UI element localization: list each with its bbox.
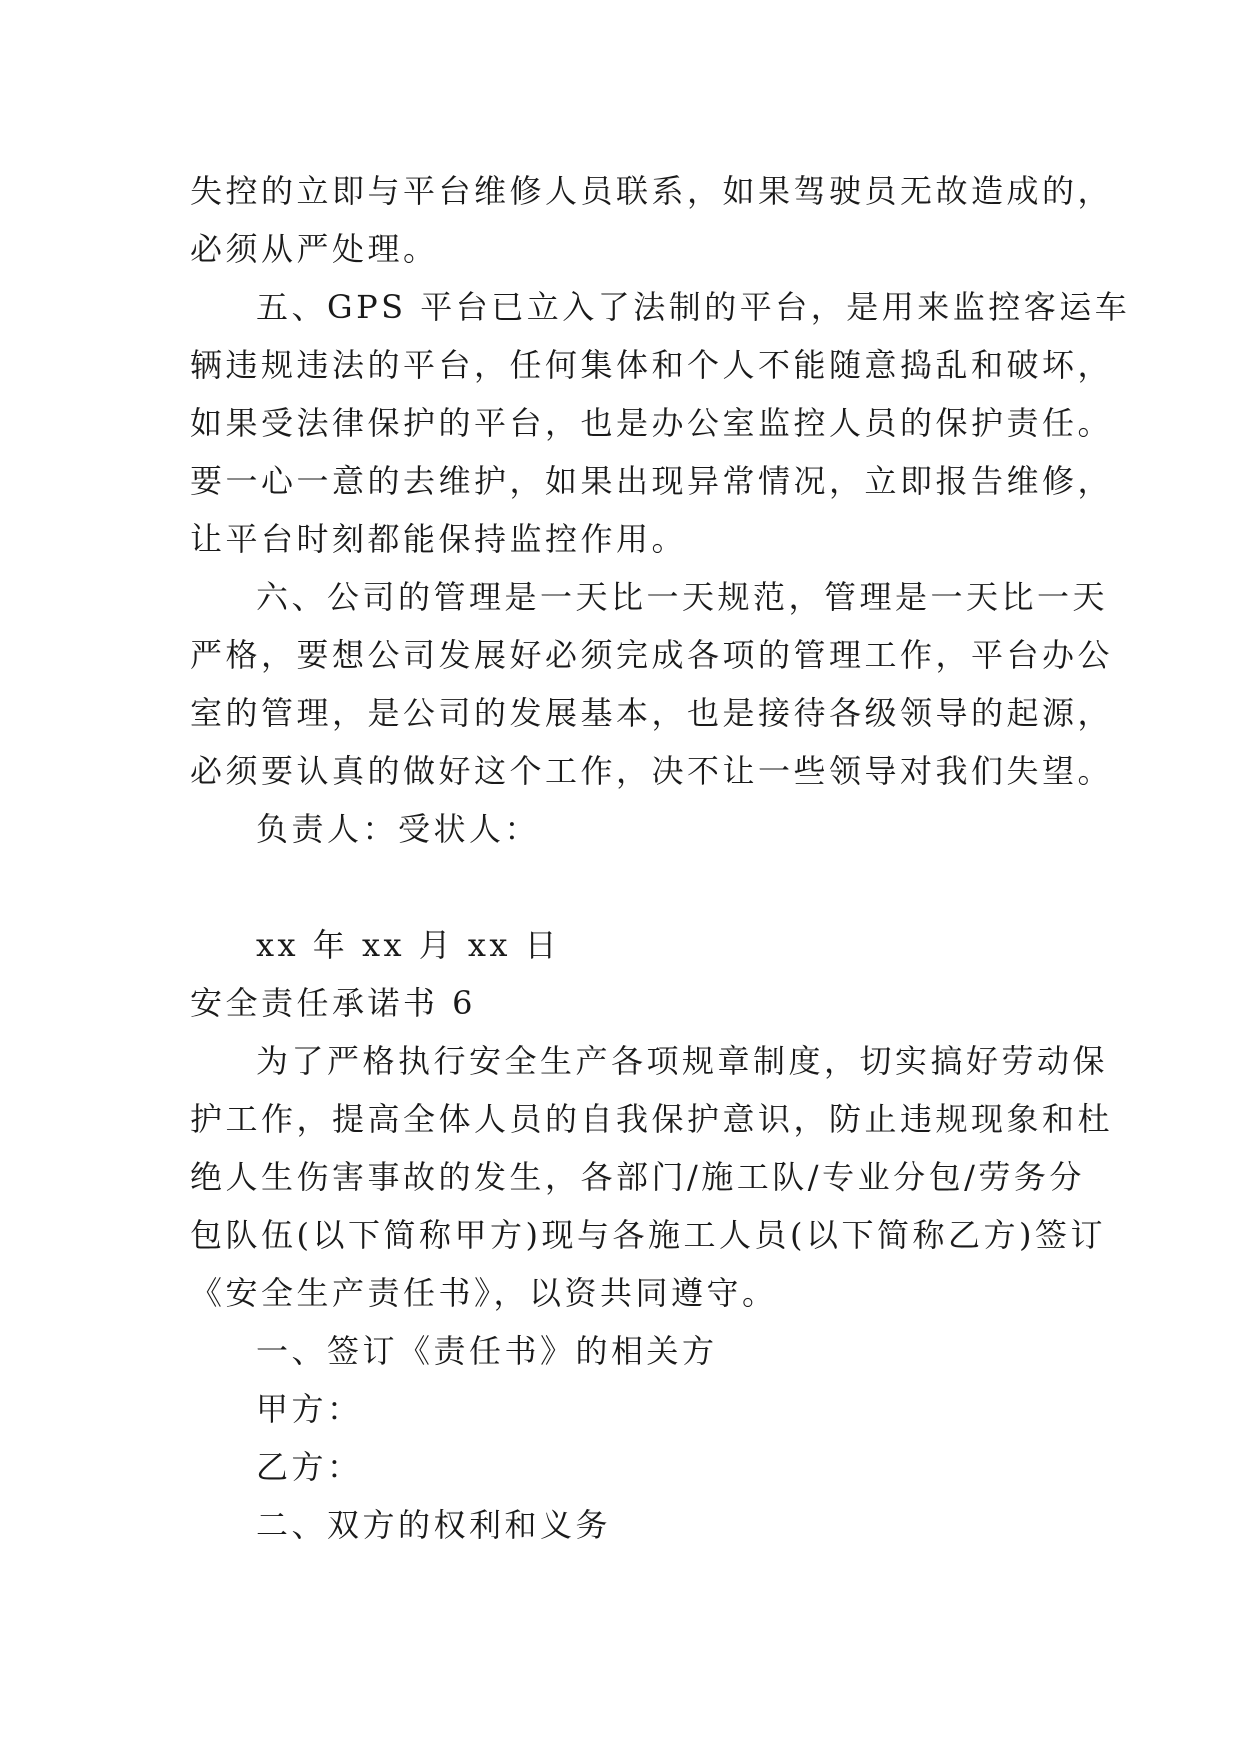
paragraph-line: 严格，要想公司发展好必须完成各项的管理工作，平台办公 — [190, 636, 1114, 674]
paragraph-line: 包队伍(以下简称甲方)现与各施工人员(以下简称乙方)签订 — [190, 1216, 1106, 1254]
document-body — [190, 162, 1131, 1554]
paragraph-line: 辆违规违法的平台，任何集体和个人不能随意捣乱和破坏， — [190, 346, 1114, 384]
section-title: 安全责任承诺书 6 — [190, 984, 477, 1022]
paragraph-line: 六、公司的管理是一天比一天规范，管理是一天比一天 — [256, 578, 1109, 616]
date-line: xx 年 xx 月 xx 日 — [256, 926, 561, 964]
party-a-label: 甲方： — [256, 1390, 363, 1428]
signature-label: 负责人：受状人： — [256, 810, 541, 848]
paragraph-line: 五、GPS 平台已立入了法制的平台，是用来监控客运车 — [256, 288, 1131, 326]
paragraph-line: 必须要认真的做好这个工作，决不让一些领导对我们失望。 — [190, 752, 1114, 790]
paragraph-line: 《安全生产责任书》，以资共同遵守。 — [190, 1274, 778, 1312]
paragraph-line: 要一心一意的去维护，如果出现异常情况，立即报告维修， — [190, 462, 1114, 500]
clause-heading: 二、双方的权利和义务 — [256, 1506, 612, 1544]
clause-heading: 一、签订《责任书》的相关方 — [256, 1332, 718, 1370]
paragraph-line: 如果受法律保护的平台，也是办公室监控人员的保护责任。 — [190, 404, 1114, 442]
paragraph-line: 护工作，提高全体人员的自我保护意识，防止违规现象和杜 — [190, 1100, 1114, 1138]
party-b-label: 乙方： — [256, 1448, 363, 1486]
paragraph-line: 为了严格执行安全生产各项规章制度，切实搞好劳动保 — [256, 1042, 1109, 1080]
paragraph-line: 让平台时刻都能保持监控作用。 — [190, 520, 688, 558]
paragraph-line: 必须从严处理。 — [190, 230, 439, 268]
paragraph-line: 绝人生伤害事故的发生，各部门/施工队/专业分包/劳务分 — [190, 1158, 1085, 1196]
paragraph-line: 室的管理，是公司的发展基本，也是接待各级领导的起源， — [190, 694, 1114, 732]
blank-line — [190, 858, 1070, 916]
paragraph-line: 失控的立即与平台维修人员联系，如果驾驶员无故造成的， — [190, 172, 1114, 210]
